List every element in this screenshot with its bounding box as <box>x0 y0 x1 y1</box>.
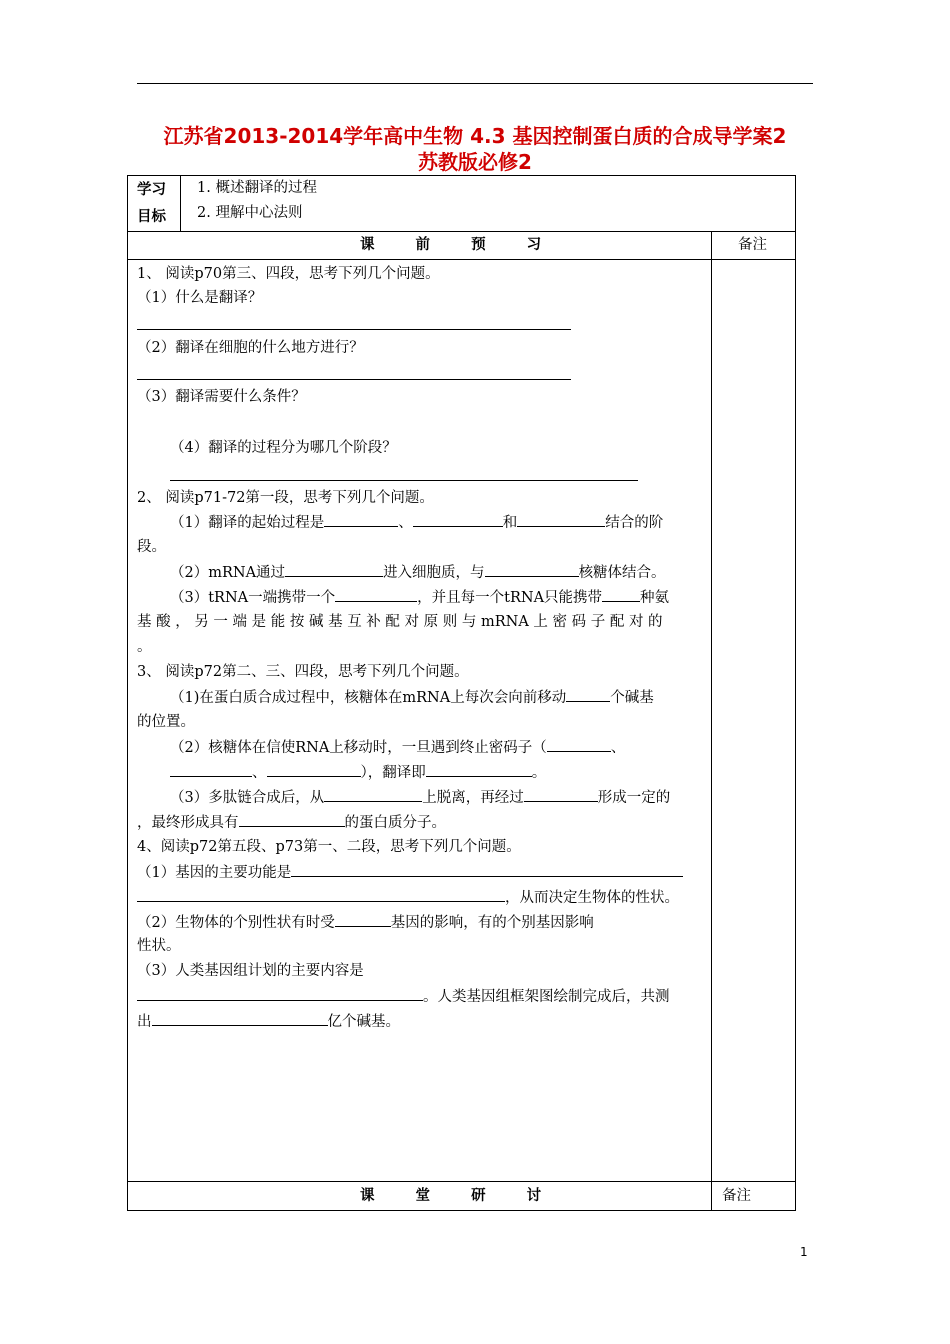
question-2-3-cont: 基 酸 ， 另 一 端 是 能 按 碱 基 互 补 配 对 原 则 与 mRNA 上 密 码 子 配 对 的 <box>137 614 663 630</box>
question-4-3-cont: 。人类基因组框架图绘制完成后，共测 <box>137 986 670 1007</box>
objectives-label: 目标 <box>137 208 166 225</box>
header-rule <box>137 83 813 84</box>
answer-line <box>137 329 571 330</box>
question-2: 2、 阅读p71-72第一段，思考下列几个问题。 <box>137 490 434 506</box>
answer-line <box>170 480 638 481</box>
question-4-3-end: 出 亿个碱基。 <box>137 1011 400 1032</box>
question-2-1: （1）翻译的起始过程是 、 和 结合的阶 <box>170 512 663 533</box>
question-3-2: （2）核糖体在信使RNA上移动时，一旦遇到终止密码子（ 、 <box>170 737 625 758</box>
question-4-3: （3）人类基因组计划的主要内容是 <box>137 963 364 979</box>
answer-line <box>137 379 571 380</box>
question-4-1-cont: ，从而决定生物体的性状。 <box>137 887 679 908</box>
row-divider <box>127 259 796 260</box>
row-divider <box>127 231 796 232</box>
question-1-2: （2）翻译在细胞的什么地方进行？ <box>137 340 364 356</box>
question-3-1: （1)在蛋白质合成过程中，核糖体在mRNA上每次会向前移动 个碱基 <box>170 687 654 708</box>
objective-item: 1. 概述翻译的过程 <box>197 180 317 196</box>
question-2-3-end: 。 <box>137 639 152 655</box>
question-3-1-cont: 的位置。 <box>137 714 195 730</box>
objectives-divider <box>180 175 181 231</box>
question-1-1: （1）什么是翻译？ <box>137 290 263 306</box>
remark-label: 备注 <box>738 237 767 253</box>
page-number: 1 <box>800 1245 808 1259</box>
objectives-label: 学习 <box>137 181 166 198</box>
question-1-3: （3）翻译需要什么条件？ <box>137 389 306 405</box>
question-3-3: （3）多肽链合成后，从 上脱离，再经过 形成一定的 <box>170 787 670 808</box>
question-2-2: （2）mRNA通过 进入细胞质，与 核糖体结合。 <box>170 562 666 583</box>
question-3-3-cont: ，最终形成具有 的蛋白质分子。 <box>137 812 446 833</box>
question-4-2-cont: 性状。 <box>137 938 181 954</box>
document-subtitle: 苏教版必修2 <box>418 150 532 174</box>
question-2-1-cont: 段。 <box>137 539 166 555</box>
question-1: 1、 阅读p70第三、四段，思考下列几个问题。 <box>137 266 440 282</box>
question-1-4: （4）翻译的过程分为哪几个阶段？ <box>170 440 397 456</box>
remark-column-divider <box>711 231 712 1211</box>
remark-label: 备注 <box>722 1188 751 1204</box>
question-3: 3、 阅读p72第二、三、四段，思考下列几个问题。 <box>137 664 469 680</box>
question-2-3: （3）tRNA一端携带一个 ，并且每一个tRNA只能携带 种氨 <box>170 587 669 608</box>
question-4-1: （1）基因的主要功能是 <box>137 862 683 883</box>
objective-item: 2. 理解中心法则 <box>197 205 303 221</box>
row-divider <box>127 1181 796 1182</box>
preview-heading: 课 前 预 习 <box>360 236 560 253</box>
study-heading: 课 堂 研 讨 <box>360 1187 560 1204</box>
document-title: 江苏省2013-2014学年高中生物 4.3 基因控制蛋白质的合成导学案2 <box>163 124 787 148</box>
question-4-2: （2）生物体的个别性状有时受 基因的影响，有的个别基因影响 <box>137 912 594 933</box>
question-3-2-cont: 、 ），翻译即 。 <box>170 762 546 783</box>
question-4: 4、阅读p72第五段、p73第一、二段，思考下列几个问题。 <box>137 839 521 855</box>
